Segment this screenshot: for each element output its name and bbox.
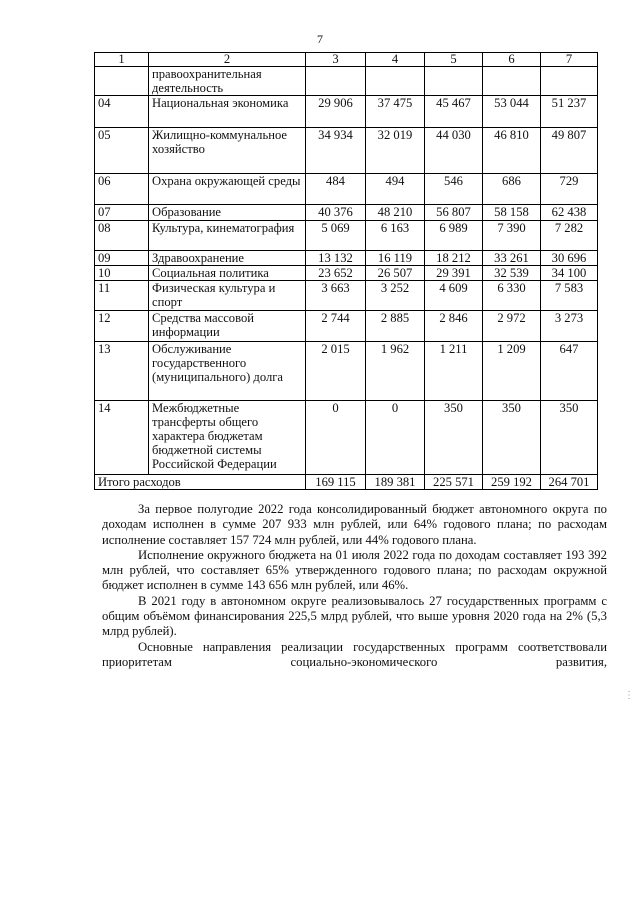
row-code: 05: [95, 128, 149, 174]
row-value: 29 906: [306, 96, 366, 128]
row-value: 44 030: [425, 128, 483, 174]
row-value: 32 019: [366, 128, 425, 174]
row-value: 2 744: [306, 311, 366, 342]
table-row: [95, 96, 598, 128]
row-value: 1 209: [483, 342, 541, 401]
budget-expenditure-table: [94, 52, 598, 490]
row-value: 16 119: [366, 251, 425, 266]
row-value: [425, 67, 483, 96]
row-value: 49 807: [541, 128, 598, 174]
paragraph: Основные направления реализации государственных программ соответствовали приоритетам социально-экономического развития,: [102, 639, 607, 669]
row-code: 06: [95, 174, 149, 205]
row-value: 34 100: [541, 266, 598, 281]
row-value: [306, 67, 366, 96]
paragraph: Исполнение окружного бюджета на 01 июля 2022 года по доходам составляет 193 392 млн рублей, что составляет 65% утвержденного годового плана; по расходам окружной бюджет исполнен в сумме 143 656 млн рублей, или 46%.: [102, 547, 607, 593]
row-name: Межбюджетные трансферты общего характера бюджетам бюджетной системы Российской Федерации: [149, 401, 306, 475]
row-value: 51 237: [541, 96, 598, 128]
page-number: 7: [317, 32, 323, 46]
row-value: 18 212: [425, 251, 483, 266]
row-code: [95, 67, 149, 96]
row-code: 10: [95, 266, 149, 281]
row-value: 350: [425, 401, 483, 475]
column-header: 2: [149, 53, 306, 67]
paragraph: В 2021 году в автономном округе реализовывалось 27 государственных программ с общим объёмом финансирования 225,5 млрд рублей, что выше уровня 2020 года на 2% (5,3 млрд рублей).: [102, 593, 607, 639]
row-value: [366, 67, 425, 96]
row-value: 40 376: [306, 205, 366, 221]
row-code: 12: [95, 311, 149, 342]
paragraph: За первое полугодие 2022 года консолидированный бюджет автономного округа по доходам исполнен в сумме 207 933 млн рублей, или 64% годового плана; по расходам исполнение составляет 157 724 млн рублей, или 44% годового плана.: [102, 502, 607, 547]
row-value: 5 069: [306, 221, 366, 251]
row-value: 7 282: [541, 221, 598, 251]
table-row: [95, 281, 598, 311]
row-name: Охрана окружающей среды: [149, 174, 306, 205]
row-value: 6 163: [366, 221, 425, 251]
total-value: 169 115: [306, 475, 366, 490]
table-row: [95, 311, 598, 342]
row-value: 32 539: [483, 266, 541, 281]
table-row: [95, 174, 598, 205]
column-header: 6: [483, 53, 541, 67]
total-value: 225 571: [425, 475, 483, 490]
row-value: 7 390: [483, 221, 541, 251]
row-value: 6 330: [483, 281, 541, 311]
row-value: 546: [425, 174, 483, 205]
table-row: [95, 205, 598, 221]
column-header: 5: [425, 53, 483, 67]
total-value: 189 381: [366, 475, 425, 490]
column-header: 3: [306, 53, 366, 67]
row-name: Обслуживание государственного (муниципального) долга: [149, 342, 306, 401]
column-header: 1: [95, 53, 149, 67]
row-value: 0: [306, 401, 366, 475]
row-value: 3 663: [306, 281, 366, 311]
row-value: 30 696: [541, 251, 598, 266]
body-text: [102, 502, 607, 670]
row-value: 13 132: [306, 251, 366, 266]
row-value: 53 044: [483, 96, 541, 128]
row-value: 1 211: [425, 342, 483, 401]
table-row: [95, 266, 598, 281]
table-row: [95, 67, 598, 96]
row-value: 58 158: [483, 205, 541, 221]
row-value: 7 583: [541, 281, 598, 311]
row-value: 3 273: [541, 311, 598, 342]
row-value: 48 210: [366, 205, 425, 221]
table-row: [95, 128, 598, 174]
total-label: Итого расходов: [95, 475, 306, 490]
row-code: 13: [95, 342, 149, 401]
row-value: 34 934: [306, 128, 366, 174]
table-row: [95, 251, 598, 266]
row-name: Физическая культура и спорт: [149, 281, 306, 311]
table-total-row: [95, 475, 598, 490]
row-value: 3 252: [366, 281, 425, 311]
row-value: 2 885: [366, 311, 425, 342]
row-code: 07: [95, 205, 149, 221]
row-value: 62 438: [541, 205, 598, 221]
column-header: 7: [541, 53, 598, 67]
row-value: 23 652: [306, 266, 366, 281]
row-value: [483, 67, 541, 96]
row-name: Средства массовой информации: [149, 311, 306, 342]
row-value: 484: [306, 174, 366, 205]
table-header-row: [95, 53, 598, 67]
row-value: 1 962: [366, 342, 425, 401]
table-row: [95, 221, 598, 251]
table-row: [95, 342, 598, 401]
row-value: 350: [483, 401, 541, 475]
row-code: 11: [95, 281, 149, 311]
row-value: 0: [366, 401, 425, 475]
row-value: 2 015: [306, 342, 366, 401]
row-name: правоохранительная деятельность: [149, 67, 306, 96]
row-value: 46 810: [483, 128, 541, 174]
row-value: 729: [541, 174, 598, 205]
row-code: 08: [95, 221, 149, 251]
margin-binding-mark: ⋮: [624, 690, 634, 701]
row-value: 45 467: [425, 96, 483, 128]
row-value: 37 475: [366, 96, 425, 128]
row-value: 29 391: [425, 266, 483, 281]
row-code: 04: [95, 96, 149, 128]
column-header: 4: [366, 53, 425, 67]
row-name: Социальная политика: [149, 266, 306, 281]
table-row: [95, 401, 598, 475]
row-value: 6 989: [425, 221, 483, 251]
row-value: [541, 67, 598, 96]
row-value: 350: [541, 401, 598, 475]
row-name: Здравоохранение: [149, 251, 306, 266]
row-value: 686: [483, 174, 541, 205]
row-name: Жилищно-коммунальное хозяйство: [149, 128, 306, 174]
row-value: 2 846: [425, 311, 483, 342]
row-value: 33 261: [483, 251, 541, 266]
row-value: 494: [366, 174, 425, 205]
total-value: 259 192: [483, 475, 541, 490]
row-value: 26 507: [366, 266, 425, 281]
total-value: 264 701: [541, 475, 598, 490]
row-name: Культура, кинематография: [149, 221, 306, 251]
row-value: 2 972: [483, 311, 541, 342]
row-code: 14: [95, 401, 149, 475]
row-value: 4 609: [425, 281, 483, 311]
row-name: Образование: [149, 205, 306, 221]
row-value: 647: [541, 342, 598, 401]
row-code: 09: [95, 251, 149, 266]
row-name: Национальная экономика: [149, 96, 306, 128]
row-value: 56 807: [425, 205, 483, 221]
